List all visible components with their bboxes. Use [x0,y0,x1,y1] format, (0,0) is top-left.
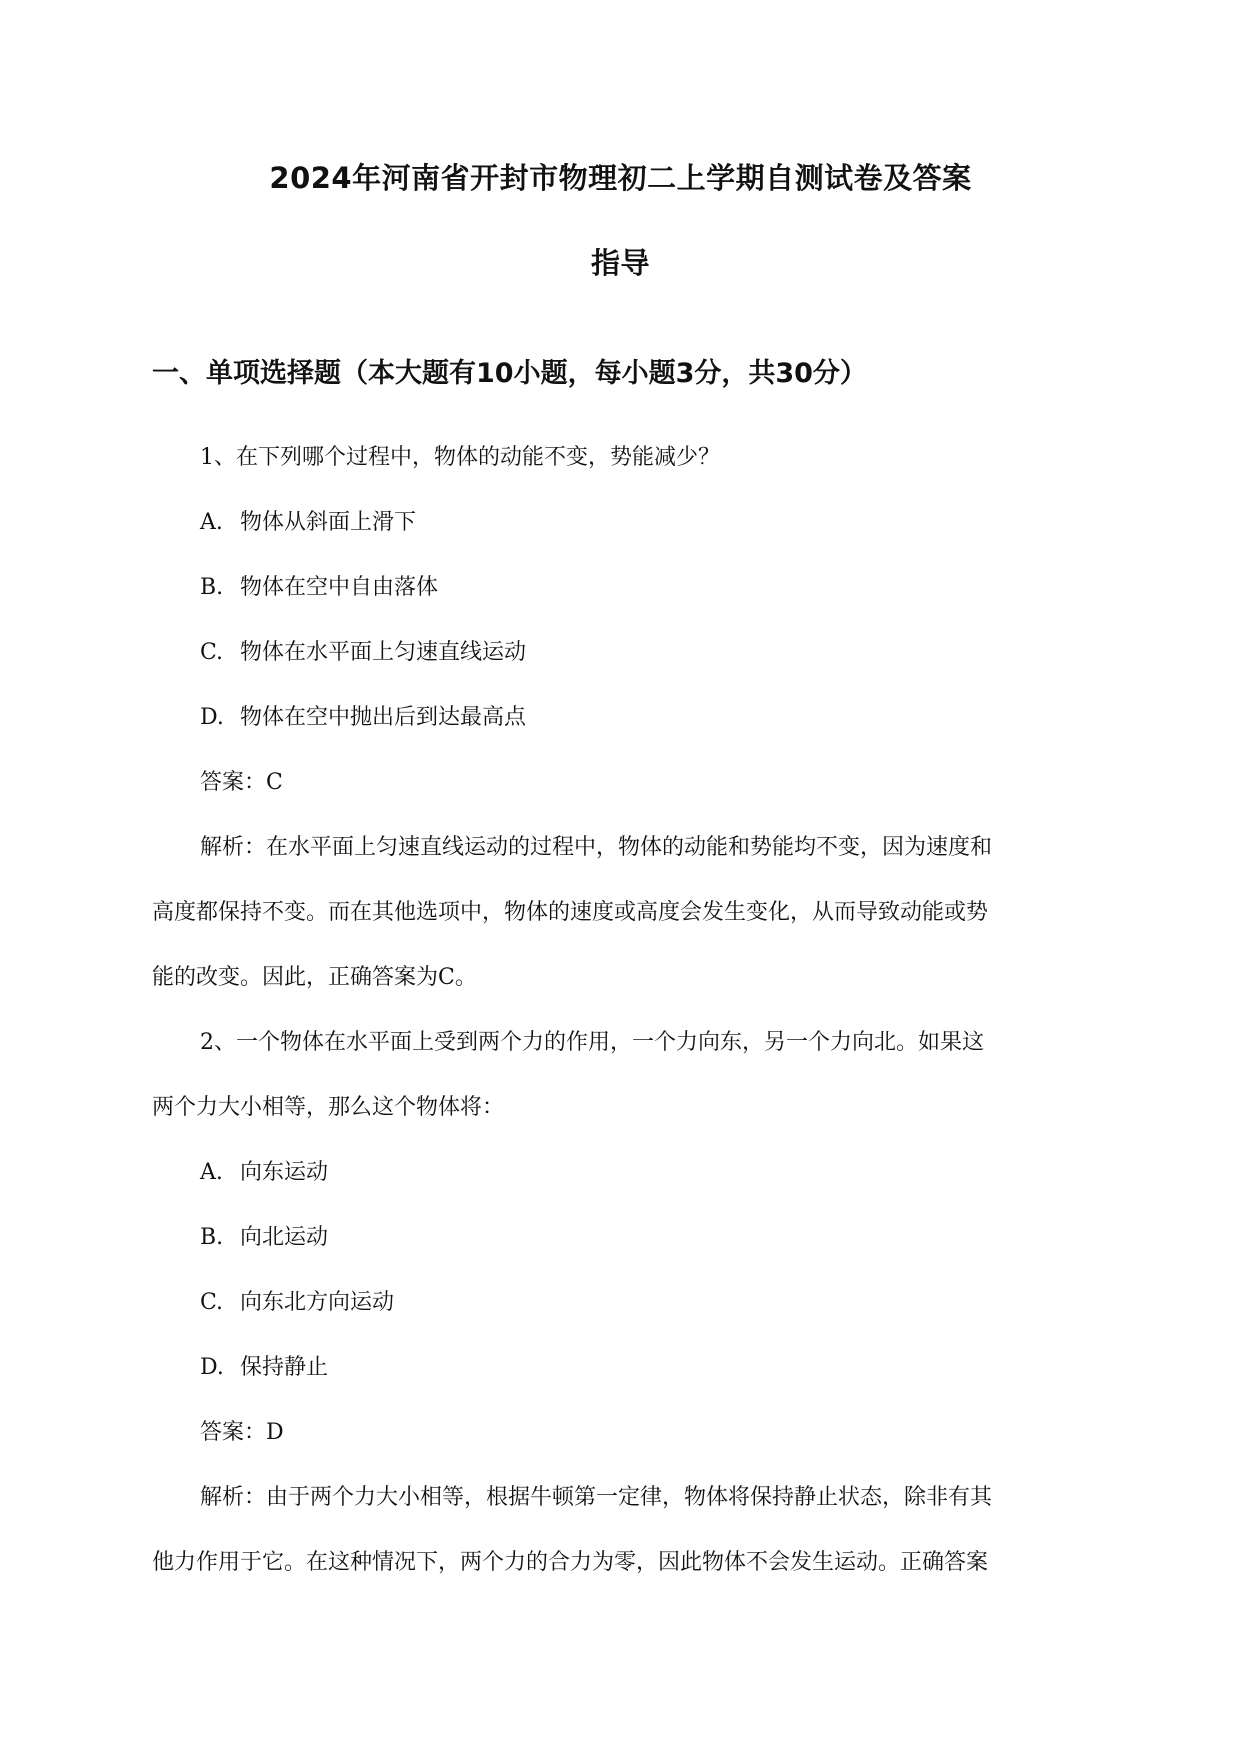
option-text: 物体从斜面上滑下 [240,510,417,535]
option-letter: A. [200,510,223,535]
question-2-option-c [200,1286,394,1320]
question-1-stem: 1、在下列哪个过程中，物体的动能不变，势能减少？ [200,445,720,470]
question-2-analysis-line-2: 他力作用于它。在这种情况下，两个力的合力为零，因此物体不会发生运动。正确答案 [152,1550,989,1575]
question-2-analysis-line-1: 解析：由于两个力大小相等，根据牛顿第一定律，物体将保持静止状态，除非有其 [200,1485,993,1510]
document-title-line-1: 2024年河南省开封市物理初二上学期自测试卷及答案 [269,161,972,195]
question-1-answer: 答案：C [200,770,283,795]
question-2-option-d [200,1351,328,1385]
option-text: 物体在空中自由落体 [240,575,439,600]
option-text: 向东运动 [240,1160,329,1185]
question-1-analysis-line-1: 解析：在水平面上匀速直线运动的过程中，物体的动能和势能均不变，因为速度和 [200,835,993,860]
question-2-stem-line-1: 2、一个物体在水平面上受到两个力的作用，一个力向东，另一个力向北。如果这 [200,1030,984,1055]
question-2-stem-line-2: 两个力大小相等，那么这个物体将： [152,1095,505,1120]
option-letter: D. [200,1355,224,1380]
question-1-option-b [200,571,438,605]
question-2-answer: 答案：D [200,1420,284,1445]
question-2-option-b [200,1221,328,1255]
option-letter: B. [200,575,224,600]
option-text: 向东北方向运动 [240,1290,395,1315]
option-letter: A. [200,1160,223,1185]
section-heading: 一、单项选择题（本大题有10小题，每小题3分，共30分） [152,358,867,389]
question-1-option-a [200,506,416,540]
document-title-line-2: 指导 [590,246,650,280]
question-1-option-c [200,636,526,670]
option-letter: B. [200,1225,224,1250]
question-1-analysis-line-3: 能的改变。因此，正确答案为C。 [152,965,477,990]
option-text: 物体在水平面上匀速直线运动 [240,640,527,665]
option-text: 向北运动 [240,1225,329,1250]
question-1-analysis-line-2: 高度都保持不变。而在其他选项中，物体的速度或高度会发生变化，从而导致动能或势 [152,900,989,925]
option-text: 保持静止 [240,1355,329,1380]
option-text: 物体在空中抛出后到达最高点 [240,705,527,730]
question-2-option-a [200,1156,328,1190]
option-letter: D. [200,705,224,730]
question-1-option-d [200,701,526,735]
option-letter: C. [200,640,224,665]
option-letter: C. [200,1290,224,1315]
